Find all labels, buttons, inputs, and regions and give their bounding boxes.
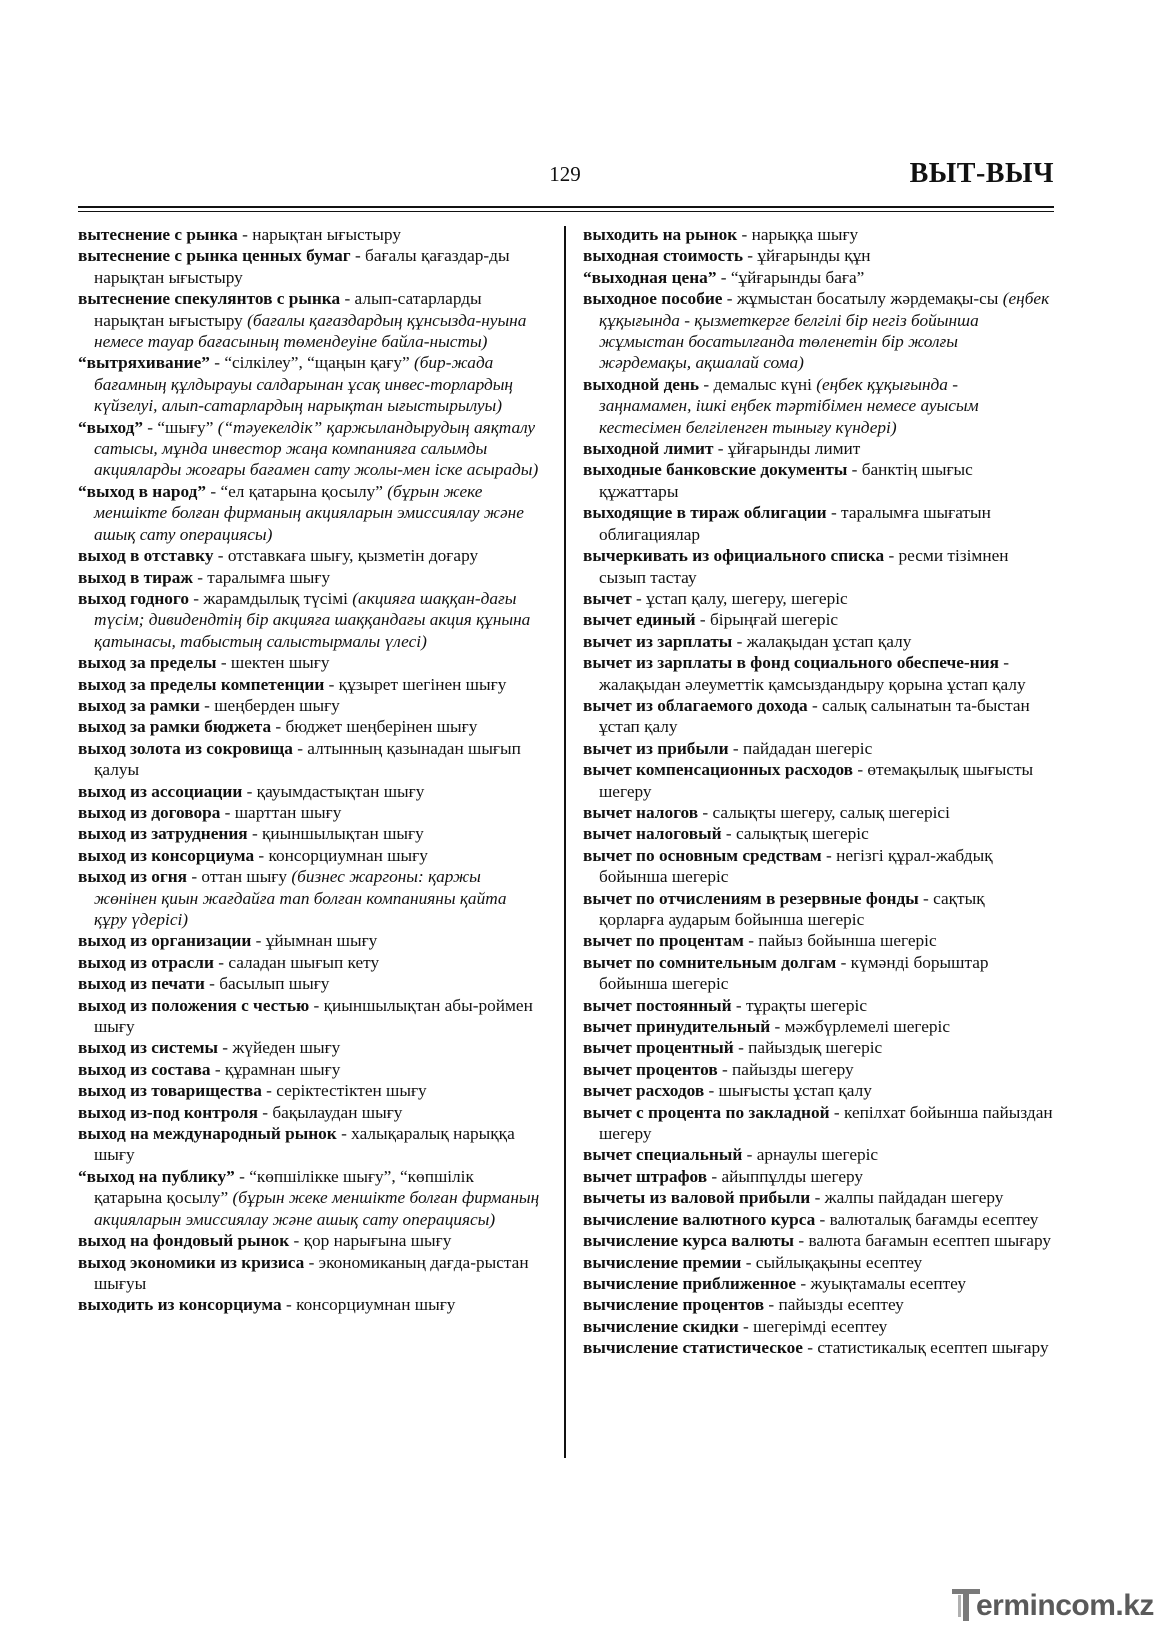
entry-definition: - сақтық қорларға аударым бойынша шегеріс [599, 888, 985, 929]
entry-definition: - консорциумнан шығу [254, 845, 428, 865]
entry-definition: - алып-сатарларды нарықтан ығыстыру [94, 289, 482, 330]
entry-definition: - жалақыдан ұстап қалу [732, 631, 912, 651]
entry-term: “выходная цена” [583, 267, 717, 287]
dictionary-entry [583, 1016, 1054, 1037]
entry-term: выходить на рынок [583, 225, 738, 244]
dictionary-entry [78, 1080, 542, 1101]
dictionary-entry [583, 1037, 1054, 1058]
entry-term: выход золота из сокровища [78, 738, 293, 758]
entry-definition: - ұйымнан шығу [251, 931, 378, 951]
dictionary-entry [78, 781, 542, 802]
entry-term: вычет по отчислениям в резервные фонды [583, 888, 919, 908]
entry-definition: - оттан шығу [187, 867, 292, 887]
entry-definition: - күмәнді борыштар бойынша шегеріс [599, 952, 989, 994]
entry-definition: - нарықтан ығыстыру [237, 225, 401, 244]
dictionary-entry [583, 995, 1054, 1016]
entry-term: вычет принудительный [583, 1017, 771, 1037]
entry-term: вычет из прибыли [583, 738, 729, 758]
dictionary-entry [78, 417, 542, 481]
entry-term: вычет по сомнительным долгам [583, 952, 837, 972]
entry-term: выходная стоимость [583, 246, 743, 266]
entry-definition: - ұйғарынды құн [742, 246, 871, 266]
watermark-text: ermincom.kz [976, 1589, 1154, 1622]
entry-term: выходное пособие [583, 289, 723, 309]
entry-term: вытеснение спекулянтов с рынка [78, 289, 341, 309]
entry-note: (акцияға шаққан-дағы түсім; дивидендтің бір акцияға шаққандағы акция құнына қатынасы, табыстың салыстырмалы үлесі) [94, 588, 531, 651]
entry-definition: - пайыз бойынша шегеріс [743, 931, 937, 951]
entry-definition: - қиыншылықтан шығу [247, 824, 424, 844]
entry-term: вычет процентный [583, 1038, 734, 1058]
entry-definition: - қиыншылықтан абы-роймен шығу [94, 995, 533, 1037]
dictionary-entry [583, 288, 1054, 374]
dictionary-entry [78, 352, 542, 416]
entry-term: выход из затруднения [78, 824, 248, 844]
column-divider [564, 226, 566, 1458]
entry-term: выход из консорциума [78, 845, 255, 865]
dictionary-entry [78, 567, 542, 588]
entry-definition: - консорциумнан шығу [281, 1295, 456, 1315]
entry-term: выход за пределы [78, 653, 217, 673]
entry-definition: - жуықтамалы есептеу [796, 1273, 967, 1293]
entry-definition: - статистикалық есептеп шығару [802, 1338, 1049, 1358]
entry-definition: - отставкаға шығу, қызметін доғару [213, 546, 479, 566]
dictionary-entry [583, 245, 1054, 266]
entry-definition: - валюталық бағамды есептеу [815, 1209, 1039, 1229]
dictionary-entry [78, 738, 542, 781]
dictionary-entry [78, 1166, 542, 1230]
page-number: 129 [549, 162, 581, 186]
entry-term: выход из-под контроля [78, 1102, 258, 1122]
entry-term: выход экономики из кризиса [78, 1252, 305, 1272]
entry-term: выходные банковские документы [583, 460, 848, 480]
entry-definition: - нарыққа шығу [737, 225, 859, 244]
dictionary-entry [78, 1102, 542, 1123]
entry-note: (еңбек құқығында - заңнамамен, ішкі еңбек тәртібімен немесе ауысым кестесімен белгіленген тынығу күндері) [599, 374, 979, 437]
entry-term: выход из организации [78, 931, 252, 951]
dictionary-entry [583, 609, 1054, 630]
entry-term: вычет процентов [583, 1059, 718, 1079]
header-rule [78, 206, 1054, 208]
entry-definition: - арнаулы шегеріс [742, 1145, 879, 1165]
dictionary-entry [78, 845, 542, 866]
entry-term: вычет из облагаемого дохода [583, 695, 808, 715]
section-header: ВЫТ-ВЫЧ [909, 158, 1054, 189]
entry-term: “выход в народ” [78, 481, 207, 501]
dictionary-entry [583, 1059, 1054, 1080]
entry-term: вычет по основным средствам [583, 845, 822, 865]
entry-definition: - банктің шығыс құжаттары [599, 460, 973, 501]
entry-term: выход годного [78, 588, 189, 608]
entry-definition: - таралымға шығатын облигациялар [599, 503, 991, 544]
dictionary-entry [583, 438, 1054, 459]
entry-term: вычет [583, 588, 632, 608]
entry-term: вычет специальный [583, 1145, 743, 1165]
entry-term: вычет налогов [583, 802, 699, 822]
entry-definition: - жалақыдан әлеуметтік қамсыздандыру қорына ұстап қалу [599, 653, 1026, 694]
entry-term: вычет компенсационных расходов [583, 760, 853, 780]
entry-term: вычеркивать из официального списка [583, 546, 885, 566]
entry-term: выходить из консорциума [78, 1295, 282, 1315]
dictionary-entry [78, 588, 542, 652]
dictionary-entry [583, 545, 1054, 588]
entry-definition: - негізгі құрал-жабдық бойынша шегеріс [599, 845, 993, 887]
dictionary-entry [78, 995, 542, 1038]
entry-term: выход из отрасли [78, 952, 214, 972]
entry-definition: - серіктестіктен шығу [261, 1081, 427, 1101]
entry-definition: - шеңберден шығу [199, 695, 340, 715]
entry-definition: - жұмыстан босатылу жәрдемақы-сы [722, 289, 1003, 309]
dictionary-entry [583, 502, 1054, 545]
dictionary-entry [78, 481, 542, 545]
entry-term: вычеты из валовой прибыли [583, 1188, 811, 1208]
entry-note: (еңбек құқығында - қызметкерге белгілі бір негіз бойынша жұмыстан босатылғанда төленетін бір жолғы жәрдемақы, ақшалай сома) [599, 289, 1050, 373]
entry-term: вычет с процента по закладной [583, 1102, 830, 1122]
entry-definition: - жарамдылық түсімі [188, 588, 353, 608]
dictionary-entry [78, 866, 542, 930]
entry-definition: - сыйлықақыны есептеу [741, 1252, 923, 1272]
dictionary-entry [78, 952, 542, 973]
dictionary-entry [78, 245, 542, 288]
dictionary-entry [583, 1230, 1054, 1251]
dictionary-entry [583, 1187, 1054, 1208]
entry-term: выход из огня [78, 867, 188, 887]
entry-term: вычисление скидки [583, 1316, 739, 1336]
entry-definition: - экономиканың дағда-рыстан шығуы [94, 1252, 529, 1293]
dictionary-entry [583, 888, 1054, 931]
entry-note: (бұрын жеке меншікте болған фирманың акцияларын эмиссиялау және ашық сату операциясы) [94, 481, 524, 544]
dictionary-entry [583, 695, 1054, 738]
entry-definition: - салықтық шегеріс [721, 824, 869, 844]
entry-note: (бағалы қағаздардың құнсызда-нуына немесе тауар бағасының төмендеуіне байла-нысты) [94, 310, 527, 352]
dictionary-entry [583, 1273, 1054, 1294]
entry-definition: - жалпы пайдадан шегеру [810, 1188, 1004, 1208]
entry-definition: - халықаралық нарыққа шығу [94, 1124, 515, 1165]
entry-definition: - “көпшілікке шығу”, “көпшілік қатарына қосылу” [94, 1166, 474, 1208]
dictionary-entry [583, 1144, 1054, 1165]
entry-definition: - жүйеден шығу [217, 1038, 341, 1058]
entry-term: вытеснение с рынка ценных бумаг [78, 246, 351, 266]
entry-term: вычисление приближенное [583, 1273, 797, 1293]
entry-term: вычет по процентам [583, 931, 744, 951]
entry-definition: - шарттан шығу [220, 802, 342, 822]
dictionary-entry [78, 1123, 542, 1166]
dictionary-entry [583, 952, 1054, 995]
dictionary-entry [583, 652, 1054, 695]
entry-definition: - шегерімді есептеу [738, 1316, 888, 1336]
dictionary-entry [583, 738, 1054, 759]
entry-term: “выход” [78, 417, 143, 437]
dictionary-entry [583, 224, 1054, 245]
dictionary-entry [78, 1294, 542, 1315]
entry-definition: - шектен шығу [216, 653, 330, 673]
entry-definition: - пайдадан шегеріс [728, 738, 873, 758]
entry-definition: - демалыс күні [699, 374, 817, 394]
entry-term: выход на международный рынок [78, 1124, 337, 1144]
entry-definition: - айыппұлды шегеру [707, 1166, 864, 1186]
entry-term: вычет единый [583, 610, 696, 630]
dictionary-entry [583, 1294, 1054, 1315]
dictionary-entry [583, 1209, 1054, 1230]
entry-term: вычет налоговый [583, 824, 722, 844]
entry-definition: - бағалы қағаздар-ды нарықтан ығыстыру [94, 246, 510, 287]
dictionary-entry [78, 823, 542, 844]
dictionary-entry [583, 374, 1054, 438]
entry-term: выход на фондовый рынок [78, 1231, 290, 1251]
entry-definition: - пайызды есептеу [764, 1295, 904, 1315]
dictionary-entry [78, 288, 542, 352]
entry-definition: - пайызды шегеру [717, 1059, 854, 1079]
entry-term: выход за рамки [78, 695, 200, 715]
entry-definition: - мәжбүрлемелі шегеріс [770, 1017, 951, 1037]
entry-term: вычет расходов [583, 1081, 705, 1101]
entry-definition: - қор нарығына шығу [289, 1231, 452, 1251]
entry-term: вычисление процентов [583, 1295, 765, 1315]
entry-term: выход в отставку [78, 546, 214, 566]
entry-definition: - басылып шығу [204, 974, 330, 994]
dictionary-entry [583, 1080, 1054, 1101]
entry-definition: - құзырет шегінен шығу [324, 674, 507, 694]
entry-term: вычисление статистическое [583, 1338, 803, 1358]
entry-term: “выход на публику” [78, 1166, 235, 1186]
dictionary-entry [78, 652, 542, 673]
entry-definition: - бірыңғай шегеріс [695, 610, 839, 630]
entry-term: вычет штрафов [583, 1166, 708, 1186]
right-column [583, 224, 1054, 1359]
watermark [944, 1583, 1154, 1627]
entry-term: выход из договора [78, 802, 221, 822]
entry-term: вычисление валютного курса [583, 1209, 816, 1229]
dictionary-entry [78, 930, 542, 951]
entry-definition: - “ел қатарына қосылу” [206, 481, 388, 501]
entry-definition: - шығысты ұстап қалу [704, 1081, 872, 1101]
entry-note: (бизнес жаргоны: қаржы жөнінен қиын жағдайға тап болған компанияны қайта құру үдерісі) [94, 867, 507, 929]
entry-definition: - “ұйғарынды баға” [716, 267, 865, 287]
entry-definition: - валюта бағамын есептеп шығару [794, 1231, 1052, 1251]
entry-term: выходной лимит [583, 439, 714, 459]
dictionary-entry [78, 545, 542, 566]
dictionary-entry [583, 1316, 1054, 1337]
dictionary-entry [583, 1337, 1054, 1358]
entry-definition: - ұйғарынды лимит [713, 439, 861, 459]
entry-definition: - алтынның қазынадан шығып қалуы [94, 738, 521, 780]
header-rule-thin [78, 211, 1054, 212]
entry-term: выход из ассоциации [78, 781, 243, 801]
dictionary-entry [78, 1230, 542, 1251]
dictionary-entry [583, 1102, 1054, 1145]
entry-definition: - пайыздық шегеріс [733, 1038, 883, 1058]
entry-definition: - кепілхат бойынша пайыздан шегеру [599, 1102, 1053, 1144]
dictionary-entry [583, 459, 1054, 502]
dictionary-entry [583, 267, 1054, 288]
entry-term: вычисление премии [583, 1252, 742, 1272]
dictionary-entry [78, 716, 542, 737]
dictionary-entry [583, 588, 1054, 609]
entry-definition: - ресми тізімнен сызып тастау [599, 546, 1009, 587]
entry-term: выход из состава [78, 1059, 211, 1079]
dictionary-entry [583, 1252, 1054, 1273]
dictionary-entry [583, 759, 1054, 802]
entry-term: выход в тираж [78, 567, 193, 587]
dictionary-entry [583, 845, 1054, 888]
entry-term: выходной день [583, 374, 700, 394]
entry-term: “вытряхивание” [78, 353, 210, 373]
entry-term: выход из системы [78, 1038, 218, 1058]
dictionary-entry [583, 930, 1054, 951]
entry-term: вычет из зарплаты в фонд социального обеспече-ния [583, 653, 999, 673]
entry-definition: - саладан шығып кету [213, 952, 380, 972]
entry-definition: - құрамнан шығу [210, 1059, 341, 1079]
entry-term: выход из печати [78, 974, 205, 994]
dictionary-entry [78, 973, 542, 994]
entry-term: выход из положения с честью [78, 995, 310, 1015]
dictionary-entry [78, 1252, 542, 1295]
entry-note: (“тәуекелдік” қаржыландырудың аяқталу сатысы, мұнда инвестор жаңа компанияға салымды акцияларды жоғары бағамен сату жолы-мен іске асырады) [94, 417, 539, 480]
left-column [78, 224, 542, 1316]
dictionary-entry [78, 674, 542, 695]
entry-definition: - салық салынатын та-быстан ұстап қалу [599, 695, 1030, 737]
dictionary-entry [583, 802, 1054, 823]
entry-definition: - “сілкілеу”, “щаңын қағу” [209, 353, 414, 373]
dictionary-entry [78, 1037, 542, 1058]
entry-definition: - салықты шегеру, салық шегерісі [698, 802, 950, 822]
entry-note: (бир-жада бағамның құлдырауы салдарынан ұсақ инвес-торлардың күйзелуі, алып-сатарлардың нарықтан ығыстырылуы) [94, 353, 514, 416]
dictionary-entry [583, 823, 1054, 844]
entry-term: выход из товарищества [78, 1081, 262, 1101]
dictionary-entry [78, 224, 542, 245]
entry-term: вычет постоянный [583, 995, 732, 1015]
entry-definition: - қауымдастықтан шығу [242, 781, 425, 801]
entry-term: выходящие в тираж облигации [583, 503, 827, 523]
dictionary-entry [583, 1166, 1054, 1187]
entry-definition: - өтемақылық шығысты шегеру [599, 760, 1034, 801]
entry-note: (бұрын жеке меншікте болған фирманың акцияларын эмиссиялау және ашық сату операциясы) [94, 1188, 540, 1229]
entry-definition: - таралымға шығу [192, 567, 331, 587]
entry-definition: - бақылаудан шығу [257, 1102, 403, 1122]
entry-definition: - бюджет шеңберінен шығу [271, 717, 478, 737]
entry-definition: - “шығу” [142, 417, 218, 437]
entry-definition: - ұстап қалу, шегеру, шегеріс [631, 588, 848, 608]
entry-term: выход за пределы компетенции [78, 674, 325, 694]
dictionary-entry [78, 802, 542, 823]
entry-term: вычисление курса валюты [583, 1231, 795, 1251]
dictionary-entry [78, 695, 542, 716]
entry-term: вычет из зарплаты [583, 631, 733, 651]
dictionary-entry [78, 1059, 542, 1080]
entry-term: вытеснение с рынка [78, 225, 238, 244]
dictionary-entry [583, 631, 1054, 652]
entry-term: выход за рамки бюджета [78, 717, 272, 737]
entry-definition: - тұрақты шегеріс [731, 995, 868, 1015]
